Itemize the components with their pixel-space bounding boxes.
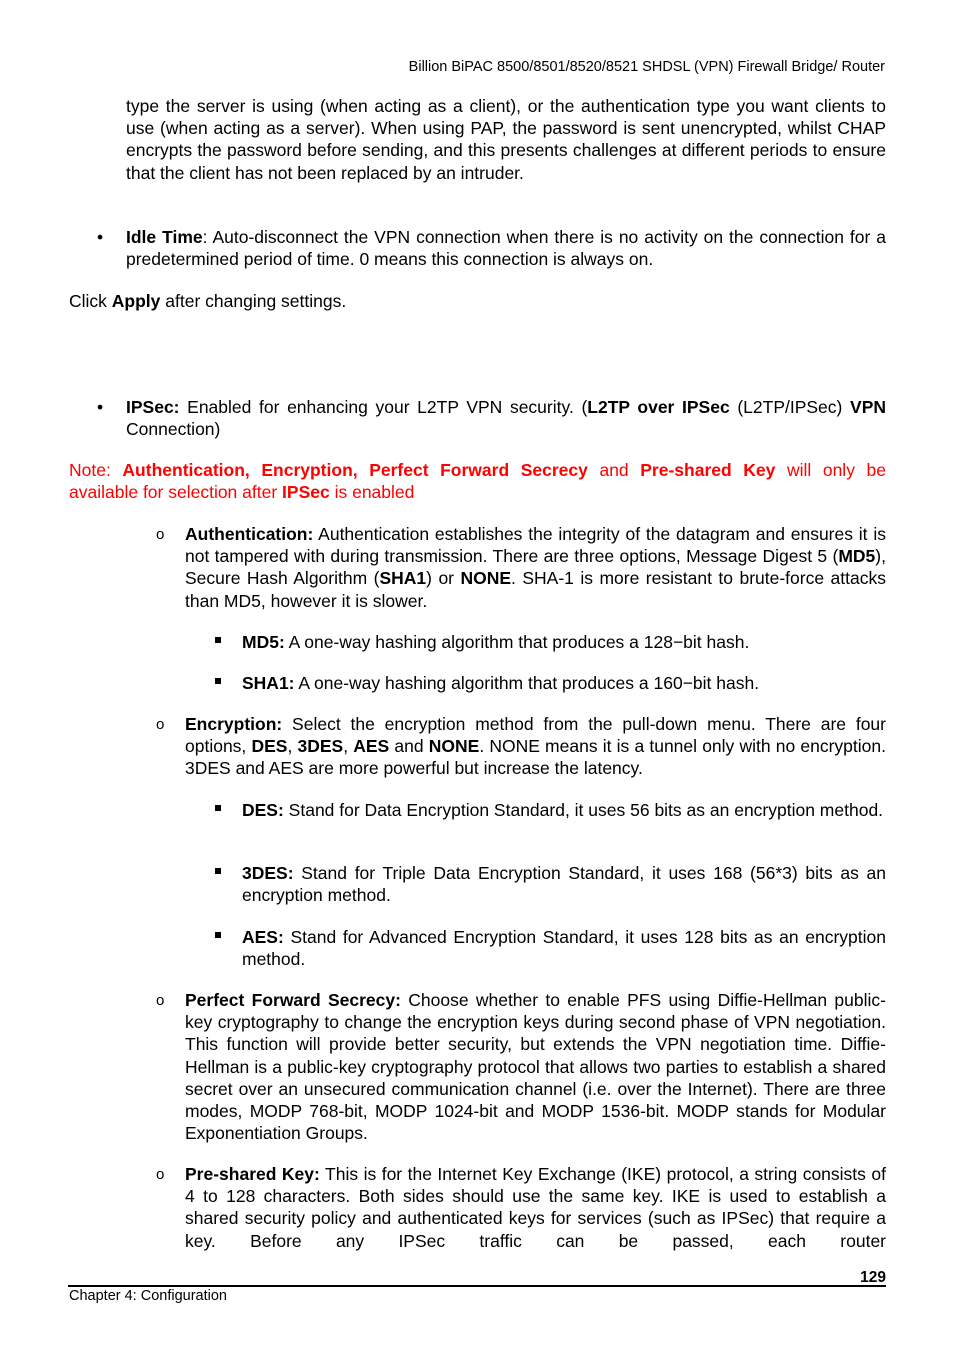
- ipsec-text-1: Enabled for enhancing your L2TP VPN security. (: [179, 397, 588, 417]
- encryption-label: Encryption:: [185, 714, 283, 734]
- encryption-3des: 3DES: [297, 736, 344, 757]
- authentication-text-1: Authentication establishes the integrity of the datagram and ensures it is not tampered with during transmission. There are three options, Message Digest 5 (: [185, 524, 886, 567]
- des-item: [242, 799, 886, 821]
- md5-text: A one-way hashing algorithm that produces a 128−bit hash.: [284, 632, 750, 652]
- marker-psk: o: [156, 1166, 165, 1183]
- des-label: DES:: [242, 800, 284, 820]
- apply-instruction: [69, 290, 886, 312]
- page-number: 129: [860, 1269, 886, 1286]
- aes-item: [242, 926, 886, 970]
- idle-time-text: : Auto-disconnect the VPN connection when there is no activity on the connection for a predetermined period of time. 0 means this connection is always on.: [126, 227, 886, 270]
- encryption-text-3: ,: [343, 736, 354, 757]
- pfs-text: Choose whether to enable PFS using Diffie-Hellman public-key cryptography to change the encryption keys during second phase of VPN negotiation. This function will provide better security, but extends the VPN negotiation time. Diffie-Hellman is a public-key cryptography protocol that allows two parties to establish a shared secret over an unsecured communication channel (i.e. over the Internet). There are three modes, MODP 768-bit, MODP 1024-bit and MODP 1536-bit. MODP stands for Modular Exponentiation Groups.: [185, 990, 886, 1144]
- square-bullet-md5: [215, 637, 221, 643]
- ipsec-text-3: Connection): [126, 419, 221, 440]
- sha1-label: SHA1:: [242, 673, 295, 693]
- square-bullet-aes: [215, 932, 221, 938]
- note-mid-1: and: [587, 460, 641, 480]
- note-strong-1: Authentication, Encryption, Perfect Forward Secrecy: [122, 460, 588, 480]
- md5-item: [242, 631, 886, 653]
- authentication-md5: MD5: [838, 546, 876, 567]
- square-bullet-des: [215, 805, 221, 811]
- encryption-text-5: . NONE means it is a tunnel only with no encryption. 3DES and AES are more powerful but increase the latency.: [185, 736, 886, 779]
- marker-encryption: o: [156, 716, 165, 733]
- apply-post: after changing settings.: [160, 291, 347, 311]
- aes-label: AES:: [242, 927, 284, 947]
- ipsec-strong-1: L2TP over IPSec: [587, 397, 730, 417]
- ipsec-strong-2: VPN: [850, 397, 886, 417]
- md5-label: MD5:: [242, 632, 285, 652]
- note-mid-2: will only be available for selection after: [69, 460, 886, 503]
- page-header: Billion BiPAC 8500/8501/8520/8521 SHDSL (VPN) Firewall Bridge/ Router: [408, 59, 885, 75]
- note-strong-3: IPSec: [282, 482, 330, 503]
- psk-text: This is for the Internet Key Exchange (IKE) protocol, a string consists of 4 to 128 characters. Both sides should use the same key. IKE is used to establish a shared security policy and authenticated keys for services (such as IPSec) that require a key. Before any IPSec traffic can be passed, each router: [185, 1164, 886, 1251]
- bullet-ipsec: •: [97, 397, 104, 417]
- authentication-sha1: SHA1: [379, 568, 427, 589]
- note-strong-2: Pre-shared Key: [640, 460, 776, 480]
- 3des-label: 3DES:: [242, 863, 294, 883]
- encryption-des: DES: [251, 736, 288, 757]
- des-text: Stand for Data Encryption Standard, it uses 56 bits as an encryption method.: [283, 800, 884, 820]
- note-paragraph: [69, 459, 886, 503]
- square-bullet-3des: [215, 868, 221, 874]
- aes-text: Stand for Advanced Encryption Standard, it uses 128 bits as an encryption method.: [242, 927, 886, 970]
- apply-keyword: Apply: [111, 291, 161, 311]
- authentication-item: [185, 523, 886, 612]
- bullet-idle-time: •: [97, 227, 104, 247]
- psk-item: [185, 1163, 886, 1252]
- authentication-text-4: . SHA-1 is more resistant to brute-force attacks than MD5, however it is slower.: [185, 568, 886, 611]
- ipsec-item: [126, 396, 886, 440]
- idle-time-item: [126, 226, 886, 270]
- note-prefix: Note:: [69, 460, 123, 480]
- 3des-text: Stand for Triple Data Encryption Standard, it uses 168 (56*3) bits as an encryption method.: [242, 863, 886, 906]
- sha1-item: [242, 672, 886, 694]
- ipsec-text-2: (L2TP/IPSec): [729, 397, 851, 417]
- square-bullet-sha1: [215, 678, 221, 684]
- sha1-text: A one-way hashing algorithm that produces a 160−bit hash.: [294, 673, 760, 693]
- authentication-text-2: ), Secure Hash Algorithm (: [185, 546, 886, 589]
- marker-pfs: o: [156, 992, 165, 1009]
- marker-authentication: o: [156, 526, 165, 543]
- authentication-none: NONE: [460, 568, 512, 589]
- note-suffix: is enabled: [329, 482, 415, 503]
- encryption-text-1: Select the encryption method from the pull-down menu. There are four options,: [185, 714, 886, 757]
- auth-type-paragraph: type the server is using (when acting as a client), or the authentication type you want clients to use (when acting as a server). When using PAP, the password is sent unencrypted, whilst CHAP encrypts the password before sending, and this presents challenges at different periods to ensure that the client has not been replaced by an intruder.: [126, 96, 886, 183]
- encryption-text-4: and: [389, 736, 429, 757]
- 3des-item: [242, 862, 886, 906]
- apply-pre: Click: [69, 291, 112, 311]
- encryption-none: NONE: [428, 736, 480, 757]
- idle-time-label: Idle Time: [126, 227, 203, 247]
- pfs-label: Perfect Forward Secrecy:: [185, 990, 401, 1010]
- authentication-label: Authentication:: [185, 524, 314, 544]
- ipsec-label: IPSec:: [126, 397, 180, 417]
- authentication-text-3: ) or: [426, 568, 461, 589]
- encryption-item: [185, 713, 886, 780]
- psk-label: Pre-shared Key:: [185, 1164, 320, 1184]
- chapter-label: Chapter 4: Configuration: [69, 1288, 227, 1304]
- pfs-item: [185, 989, 886, 1144]
- encryption-aes: AES: [353, 736, 390, 757]
- encryption-text-2: ,: [287, 736, 298, 757]
